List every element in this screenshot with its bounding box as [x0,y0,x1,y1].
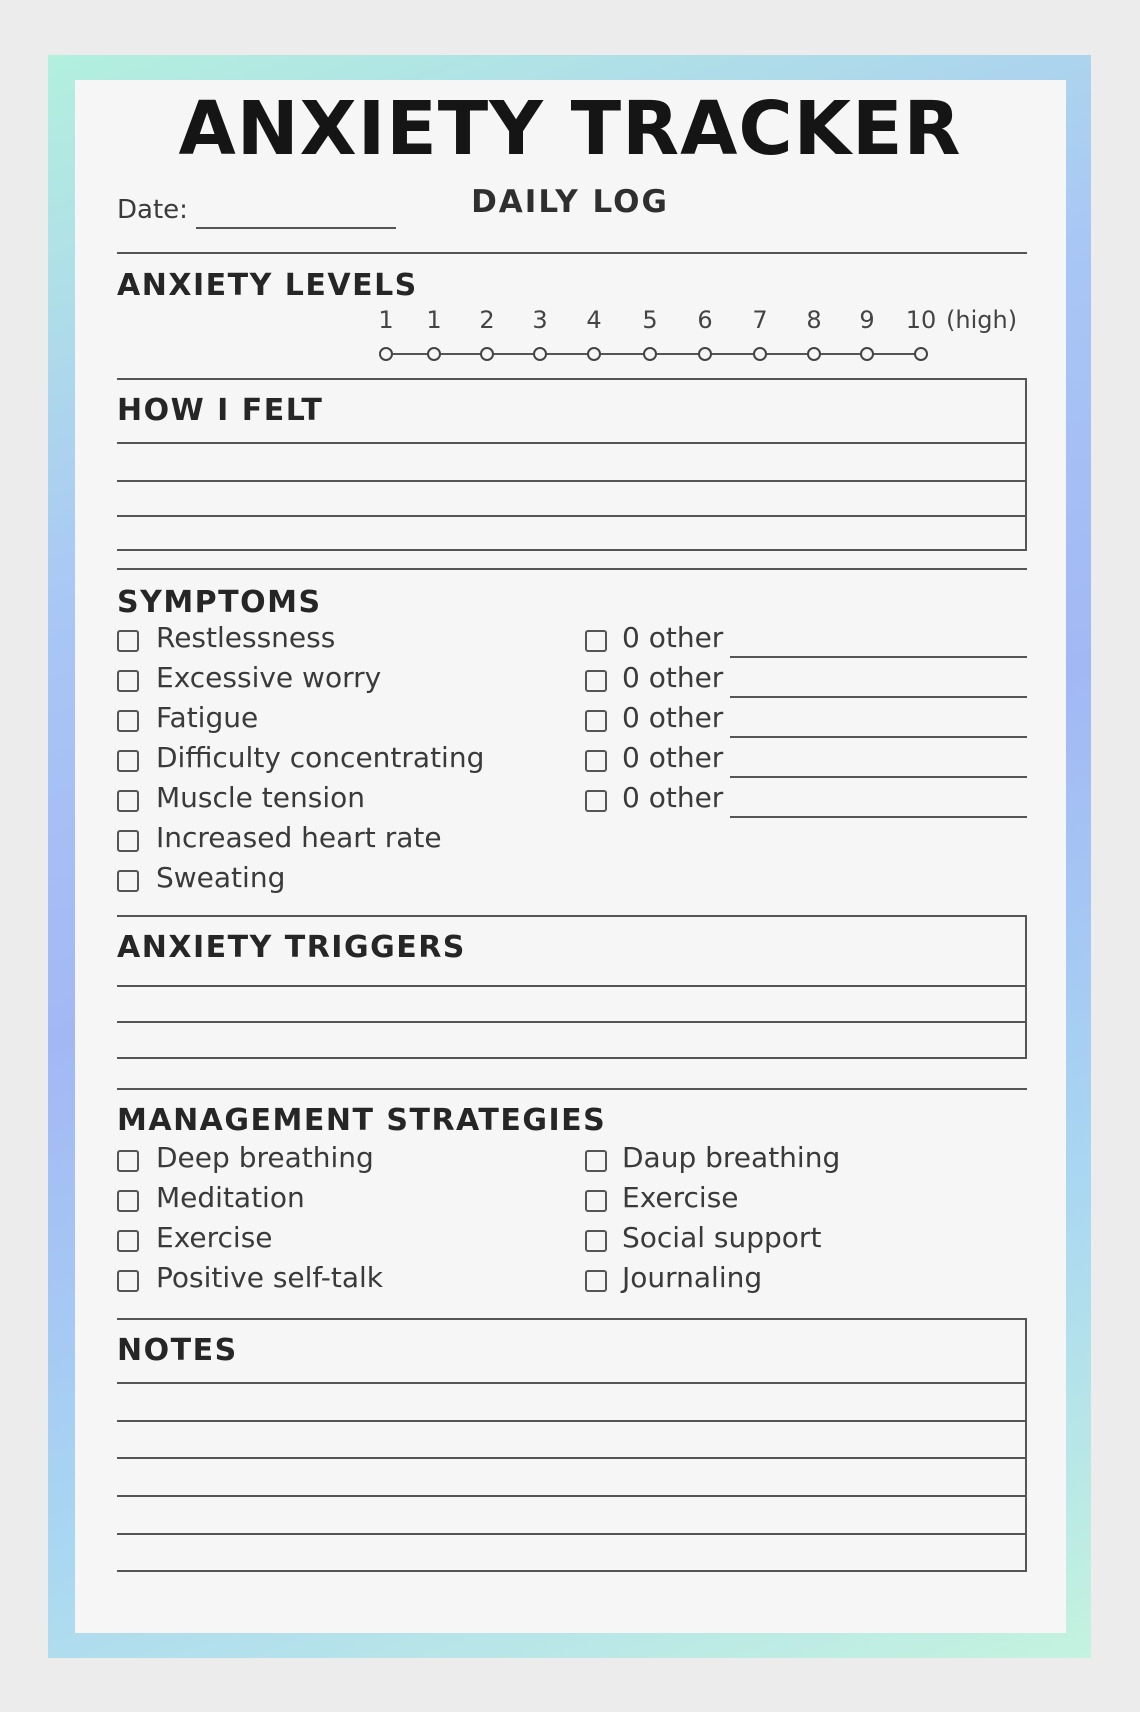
symptom-label: Restlessness [156,621,336,654]
writing-line[interactable] [117,1021,1027,1023]
symptom-label: Sweating [156,861,286,894]
scale-option[interactable] [698,347,712,361]
divider [117,252,1027,254]
date-label: Date: [117,195,188,225]
symptom-checkbox[interactable] [117,870,139,892]
strategy-checkbox[interactable] [117,1150,139,1172]
other-symptom-checkbox[interactable] [585,750,607,772]
scale-option[interactable] [914,347,928,361]
symptom-checkbox[interactable] [117,750,139,772]
notes-heading: NOTES [117,1333,238,1368]
symptom-label: Muscle tension [156,781,365,814]
writing-line[interactable] [117,985,1027,987]
strategy-label: Meditation [156,1181,305,1214]
other-symptom-label: 0 other [622,661,724,694]
scale-number: 7 [752,306,768,334]
scale-high-label: (high) [946,306,1018,334]
other-symptom-checkbox[interactable] [585,630,607,652]
symptom-checkbox[interactable] [117,630,139,652]
strategy-label: Deep breathing [156,1141,374,1174]
writing-line[interactable] [117,1457,1027,1459]
symptom-checkbox[interactable] [117,790,139,812]
page-subtitle: DAILY LOG [471,184,669,220]
symptom-checkbox[interactable] [117,670,139,692]
scale-option[interactable] [480,347,494,361]
strategy-label: Exercise [156,1221,273,1254]
divider [117,568,1027,570]
scale-option[interactable] [427,347,441,361]
strategy-label: Exercise [622,1181,739,1214]
symptom-checkbox[interactable] [117,830,139,852]
writing-line[interactable] [117,1420,1027,1422]
scale-number: 8 [806,306,822,334]
strategies-heading: MANAGEMENT STRATEGIES [117,1103,607,1138]
scale-option[interactable] [753,347,767,361]
scale-number: 1 [378,306,394,334]
other-symptom-label: 0 other [622,701,724,734]
symptoms-heading: SYMPTOMS [117,585,322,620]
other-symptom-checkbox[interactable] [585,790,607,812]
other-symptom-label: 0 other [622,781,724,814]
writing-line[interactable] [117,1533,1027,1535]
scale-number: 3 [532,306,548,334]
symptom-checkbox[interactable] [117,710,139,732]
writing-line[interactable] [117,1382,1027,1384]
other-symptom-checkbox[interactable] [585,670,607,692]
writing-line[interactable] [117,442,1027,444]
how-i-felt-heading: HOW I FELT [117,393,324,428]
writing-line[interactable] [117,515,1027,517]
anxiety-levels-heading: ANXIETY LEVELS [117,268,418,303]
symptom-label: Difficulty concentrating [156,741,485,774]
scale-option[interactable] [807,347,821,361]
strategy-checkbox[interactable] [117,1190,139,1212]
other-symptom-field[interactable] [730,736,1027,738]
divider [117,1088,1027,1090]
scale-option[interactable] [860,347,874,361]
scale-number: 6 [697,306,713,334]
scale-number: 10 [905,306,937,334]
other-symptom-field[interactable] [730,696,1027,698]
symptom-label: Excessive worry [156,661,382,694]
symptom-label: Fatigue [156,701,259,734]
triggers-heading: ANXIETY TRIGGERS [117,930,466,965]
page-title: ANXIETY TRACKER [178,86,962,172]
scale-option[interactable] [643,347,657,361]
scale-number: 2 [479,306,495,334]
strategy-label: Journaling [622,1261,763,1294]
strategy-label: Positive self-talk [156,1261,383,1294]
other-symptom-field[interactable] [730,656,1027,658]
date-field[interactable] [196,227,396,229]
scale-number: 9 [859,306,875,334]
writing-line[interactable] [117,1495,1027,1497]
scale-number: 1 [426,306,442,334]
strategy-checkbox[interactable] [585,1230,607,1252]
strategy-checkbox[interactable] [585,1190,607,1212]
strategy-checkbox[interactable] [117,1270,139,1292]
strategy-label: Daup breathing [622,1141,841,1174]
scale-number: 5 [642,306,658,334]
writing-line[interactable] [117,480,1027,482]
symptom-label: Increased heart rate [156,821,442,854]
scale-option[interactable] [587,347,601,361]
other-symptom-label: 0 other [622,741,724,774]
other-symptom-field[interactable] [730,776,1027,778]
scale-option[interactable] [533,347,547,361]
strategy-label: Social support [622,1221,822,1254]
other-symptom-field[interactable] [730,816,1027,818]
scale-option[interactable] [379,347,393,361]
scale-number: 4 [586,306,602,334]
strategy-checkbox[interactable] [585,1270,607,1292]
other-symptom-checkbox[interactable] [585,710,607,732]
strategy-checkbox[interactable] [585,1150,607,1172]
other-symptom-label: 0 other [622,621,724,654]
strategy-checkbox[interactable] [117,1230,139,1252]
